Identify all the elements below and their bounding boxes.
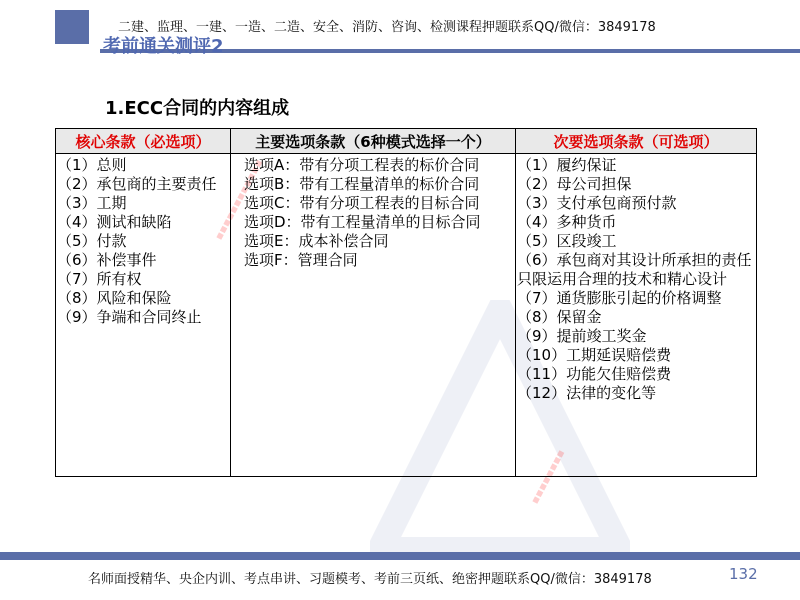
list-item: （6）补偿事件: [57, 251, 157, 269]
footer-bar: [0, 552, 800, 560]
secondary-options-list: [517, 156, 755, 403]
section-heading: 1.ECC合同的内容组成: [105, 98, 290, 119]
list-item: （6）承包商对其设计所承担的责任只限运用合理的技术和精心设计: [517, 251, 752, 288]
list-item: 选项E：成本补偿合同: [244, 232, 389, 250]
list-item: （4）多种货币: [517, 213, 617, 231]
page-number: 132: [729, 565, 758, 583]
list-item: （9）提前竣工奖金: [517, 327, 647, 345]
secondary-options-cell: [516, 154, 757, 477]
list-item: 选项B：带有工程量清单的标价合同: [244, 175, 480, 193]
list-item: （8）风险和保险: [57, 289, 172, 307]
watermark-text-right: ▪▪▪▪▪▪▪▪: [528, 447, 568, 507]
list-item: （10）工期延误赔偿费: [517, 346, 672, 364]
list-item: （5）区段竣工: [517, 232, 617, 250]
list-item: （5）付款: [57, 232, 127, 250]
main-options-cell: [231, 154, 516, 477]
list-item: （8）保留金: [517, 308, 602, 326]
list-item: （4）测试和缺陷: [57, 213, 172, 231]
list-item: 选项C：带有分项工程表的目标合同: [244, 194, 480, 212]
core-clauses-cell: [56, 154, 231, 477]
header-logo-square: [55, 10, 89, 44]
main-options-list: [232, 156, 514, 270]
list-item: 选项A：带有分项工程表的标价合同: [244, 156, 480, 174]
list-item: （3）工期: [57, 194, 127, 212]
header-secondary-options: 次要选项条款（可选项）: [516, 129, 757, 154]
footer-notice: 名师面授精华、央企内训、考点串讲、习题模考、考前三页纸、绝密押题联系QQ/微信：3849178: [88, 572, 652, 587]
ecc-contract-table: [55, 128, 757, 477]
header-core-clauses: 核心条款（必选项）: [56, 129, 231, 154]
list-item: （1）总则: [57, 156, 127, 174]
table-header-row: [56, 129, 757, 154]
watermark-text-left: ▪▪▪▪▪▪▪▪▪▪▪▪: [212, 157, 266, 243]
list-item: （2）母公司担保: [517, 175, 632, 193]
list-item: 选项F：管理合同: [244, 251, 358, 269]
list-item: （3）支付承包商预付款: [517, 194, 677, 212]
table-row: [56, 154, 757, 477]
list-item: 选项D：带有工程量清单的目标合同: [244, 213, 481, 231]
slide-title: 考前通关测评2: [103, 36, 224, 57]
list-item: （7）所有权: [57, 270, 142, 288]
list-item: （12）法律的变化等: [517, 384, 657, 402]
list-item: （7）通货膨胀引起的价格调整: [517, 289, 722, 307]
core-clauses-list: [57, 156, 229, 327]
list-item: （1）履约保证: [517, 156, 617, 174]
header-notice: 二建、监理、一建、一造、二造、安全、消防、咨询、检测课程押题联系QQ/微信：3849178: [118, 20, 656, 35]
list-item: （11）功能欠佳赔偿费: [517, 365, 672, 383]
header-main-options: 主要选项条款（6种模式选择一个）: [231, 129, 516, 154]
list-item: （2）承包商的主要责任: [57, 175, 217, 193]
list-item: （9）争端和合同终止: [57, 308, 202, 326]
